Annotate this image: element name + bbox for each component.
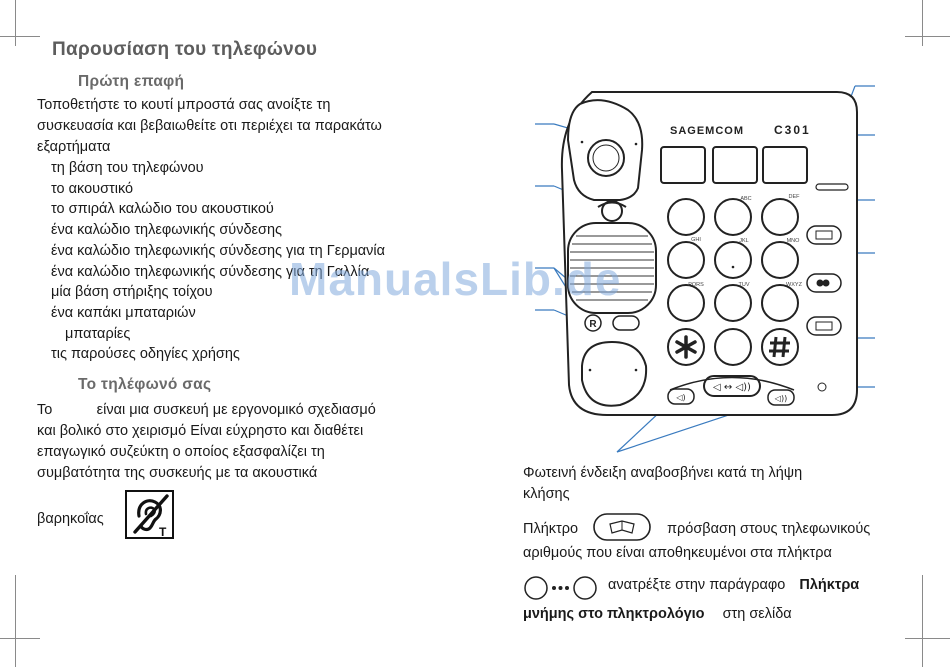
phonebook-key-icon	[592, 512, 652, 542]
crop-mark	[905, 638, 950, 639]
list-item: μπαταρίες	[65, 325, 131, 342]
memory-text: ανατρέξτε στην παράγραφο	[608, 577, 786, 593]
key-letters-mno: MNO	[786, 238, 800, 244]
key-description: πρόσβαση στους τηλεφωνικούς	[667, 521, 871, 537]
crop-mark	[15, 575, 16, 667]
list-item: τη βάση του τηλεφώνου	[51, 160, 204, 176]
crop-mark	[922, 0, 923, 46]
r-key-label: R	[589, 319, 597, 330]
svg-text:◁): ◁)	[676, 393, 686, 402]
memory-page-text: στη σελίδα	[722, 606, 792, 622]
key-description-line2: αριθμούς που είναι αποθηκευμένοι στα πλήκτρα	[523, 545, 832, 561]
svg-text:◁ ↔ ◁)): ◁ ↔ ◁))	[713, 382, 751, 393]
list-item: το σπιράλ καλώδιο του ακουστικού	[51, 201, 274, 218]
list-item: ένα καλώδιο τηλεφωνικής σύνδεσης για τη Γαλλία	[51, 263, 370, 280]
memory-description-line2	[523, 604, 792, 625]
list-item: ένα καλώδιο τηλεφωνικής σύνδεσης για τη Γερμανία	[51, 242, 386, 259]
model-text: C301	[774, 123, 811, 137]
crop-mark	[15, 0, 16, 46]
first-contact-heading: Πρώτη επαφή	[78, 73, 185, 90]
first-contact-intro	[37, 95, 497, 158]
key-letters-def: DEF	[788, 194, 800, 200]
key-letters-tuv: TUV	[738, 282, 750, 288]
key-label: Πλήκτρο	[523, 521, 579, 537]
crop-mark	[0, 638, 40, 639]
list-item: μία βάση στήριξης τοίχου	[51, 284, 213, 301]
intro-line: Τοποθετήστε το κουτί μπροστά σας ανοίξτε τη	[37, 97, 331, 113]
your-phone-heading: Το τηλέφωνό σας	[78, 376, 212, 393]
memory-bold-text: Πλήκτρα	[799, 577, 860, 593]
memory-description	[608, 575, 859, 596]
svg-text:T: T	[159, 525, 167, 539]
crop-mark	[0, 36, 40, 37]
intro-line: συσκευασία και βεβαιωθείτε οτι περιέχει τα παρακάτω	[37, 118, 382, 134]
memory-keys-range-icon	[523, 575, 598, 601]
your-phone-paragraph	[37, 400, 497, 484]
paragraph-line: Το είναι μια συσκευή με εργονομικό σχεδιασμό	[37, 402, 376, 418]
crop-mark	[922, 575, 923, 667]
description-line: κλήσης	[523, 486, 570, 502]
hearing-aid-label: βαρηκοΐας	[37, 511, 104, 527]
led-description	[523, 463, 802, 505]
intro-line: εξαρτήματα	[37, 139, 111, 155]
key-letters-ghi: GHI	[691, 237, 701, 243]
paragraph-line: επαγωγικό συζεύκτη ο οποίος εξασφαλίζει τη	[37, 444, 325, 460]
crop-mark	[905, 36, 950, 37]
description-line: Φωτεινή ένδειξη αναβοσβήνει κατά τη λήψη	[523, 465, 803, 481]
key-letters-wxyz: WXYZ	[786, 282, 802, 288]
list-item: ένα καπάκι μπαταριών	[51, 304, 196, 321]
brand-logo-text: SAGEMCOM	[670, 125, 744, 137]
list-item: ένα καλώδιο τηλεφωνικής σύνδεσης	[51, 222, 283, 239]
paragraph-line: και βολικό στο χειρισμό Είναι εύχρηστο και διαθέτει	[37, 423, 364, 439]
watermark: ManualsLib.de	[289, 253, 622, 305]
page-title: Παρουσίαση του τηλεφώνου	[52, 39, 318, 60]
paragraph-line: συμβατότητα της συσκευής με τα ακουστικά	[37, 465, 318, 481]
memory-bold-text: μνήμης στο πληκτρολόγιο	[523, 606, 705, 622]
list-item: το ακουστικό	[51, 180, 134, 197]
key-letters-jkl: JKL	[739, 238, 749, 244]
list-item: τις παρούσες οδηγίες χρήσης	[51, 346, 240, 363]
key-letters-pqrs: PQRS	[688, 282, 704, 288]
key-letters-abc: ABC	[740, 196, 752, 202]
hearing-aid-t-icon	[125, 490, 174, 539]
svg-text:◁)): ◁))	[774, 394, 788, 403]
